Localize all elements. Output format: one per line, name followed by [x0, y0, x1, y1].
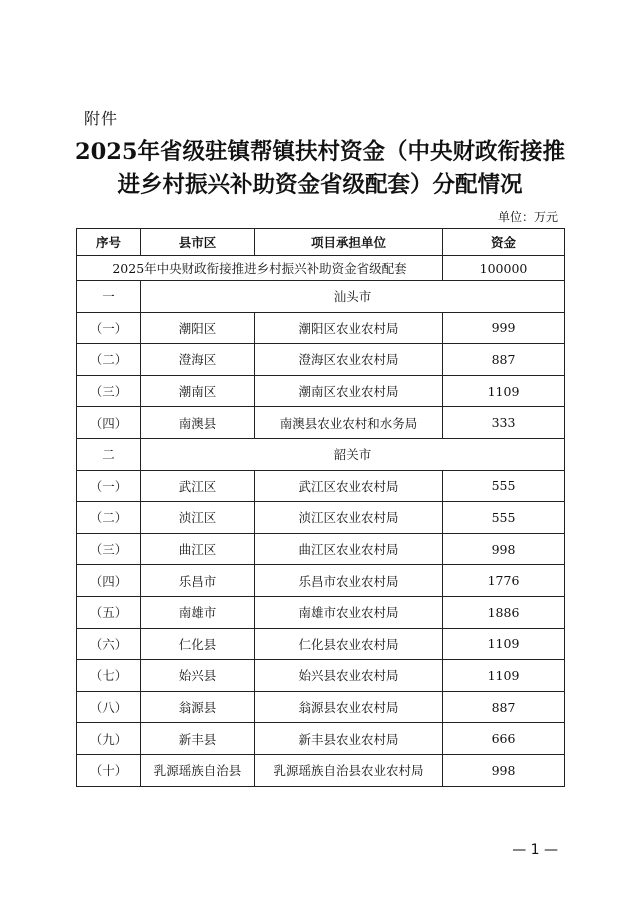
row-unit: 仁化县农业农村局	[255, 628, 443, 660]
allocation-table	[76, 228, 565, 787]
summary-row	[77, 256, 565, 281]
row-county: 南澳县	[141, 407, 255, 439]
header-amount: 资金	[443, 229, 565, 256]
row-number: （四）	[77, 565, 141, 597]
row-unit: 潮阳区农业农村局	[255, 312, 443, 344]
row-amount: 1109	[443, 628, 565, 660]
header-index: 序号	[77, 229, 141, 256]
row-county: 翁源县	[141, 691, 255, 723]
row-county: 潮南区	[141, 375, 255, 407]
city-group-row	[77, 281, 565, 313]
row-amount: 1776	[443, 565, 565, 597]
row-county: 新丰县	[141, 723, 255, 755]
row-number: （七）	[77, 660, 141, 692]
row-unit: 潮南区农业农村局	[255, 375, 443, 407]
row-amount: 1109	[443, 660, 565, 692]
row-number: （四）	[77, 407, 141, 439]
row-number: （六）	[77, 628, 141, 660]
row-unit: 翁源县农业农村局	[255, 691, 443, 723]
table-row	[77, 502, 565, 534]
table-row	[77, 754, 565, 786]
unit-note: 单位：万元	[497, 210, 558, 224]
row-number: （一）	[77, 312, 141, 344]
row-number: （九）	[77, 723, 141, 755]
row-amount: 555	[443, 502, 565, 534]
row-number: （二）	[77, 502, 141, 534]
header-unit: 项目承担单位	[255, 229, 443, 256]
row-amount: 887	[443, 691, 565, 723]
row-amount: 333	[443, 407, 565, 439]
table-row	[77, 312, 565, 344]
row-unit: 乐昌市农业农村局	[255, 565, 443, 597]
table-row	[77, 596, 565, 628]
row-amount: 1109	[443, 375, 565, 407]
row-amount: 887	[443, 344, 565, 376]
row-unit: 武江区农业农村局	[255, 470, 443, 502]
table-row	[77, 533, 565, 565]
row-number: （三）	[77, 375, 141, 407]
row-unit: 新丰县农业农村局	[255, 723, 443, 755]
row-county: 澄海区	[141, 344, 255, 376]
row-county: 浈江区	[141, 502, 255, 534]
table-row	[77, 407, 565, 439]
row-amount: 666	[443, 723, 565, 755]
row-county: 南雄市	[141, 596, 255, 628]
row-county: 曲江区	[141, 533, 255, 565]
row-number: （八）	[77, 691, 141, 723]
table-row	[77, 628, 565, 660]
table-row	[77, 691, 565, 723]
row-unit: 浈江区农业农村局	[255, 502, 443, 534]
row-county: 始兴县	[141, 660, 255, 692]
summary-label: 2025年中央财政衔接推进乡村振兴补助资金省级配套	[77, 256, 443, 281]
row-unit: 澄海区农业农村局	[255, 344, 443, 376]
row-county: 仁化县	[141, 628, 255, 660]
row-number: （十）	[77, 754, 141, 786]
row-number: （五）	[77, 596, 141, 628]
row-amount: 555	[443, 470, 565, 502]
row-county: 武江区	[141, 470, 255, 502]
table-row	[77, 375, 565, 407]
group-index: 一	[77, 281, 141, 313]
table-header-row	[77, 229, 565, 256]
row-amount: 999	[443, 312, 565, 344]
row-amount: 998	[443, 754, 565, 786]
page-number: — 1 —	[512, 842, 558, 858]
row-county: 乐昌市	[141, 565, 255, 597]
summary-amount: 100000	[443, 256, 565, 281]
group-city: 汕头市	[141, 281, 565, 313]
table-row	[77, 565, 565, 597]
row-county: 潮阳区	[141, 312, 255, 344]
row-unit: 南雄市农业农村局	[255, 596, 443, 628]
row-amount: 1886	[443, 596, 565, 628]
row-number: （三）	[77, 533, 141, 565]
attachment-label: 附件	[84, 109, 119, 128]
table-row	[77, 470, 565, 502]
row-unit: 南澳县农业农村和水务局	[255, 407, 443, 439]
row-number: （一）	[77, 470, 141, 502]
table-row	[77, 660, 565, 692]
row-amount: 998	[443, 533, 565, 565]
header-county: 县市区	[141, 229, 255, 256]
document-title: 2025年省级驻镇帮镇扶村资金（中央财政衔接推进乡村振兴补助资金省级配套）分配情况	[74, 139, 566, 198]
row-unit: 乳源瑶族自治县农业农村局	[255, 754, 443, 786]
table-row	[77, 344, 565, 376]
table-row	[77, 723, 565, 755]
row-unit: 始兴县农业农村局	[255, 660, 443, 692]
group-city: 韶关市	[141, 438, 565, 470]
city-group-row	[77, 438, 565, 470]
row-unit: 曲江区农业农村局	[255, 533, 443, 565]
group-index: 二	[77, 438, 141, 470]
row-county: 乳源瑶族自治县	[141, 754, 255, 786]
row-number: （二）	[77, 344, 141, 376]
